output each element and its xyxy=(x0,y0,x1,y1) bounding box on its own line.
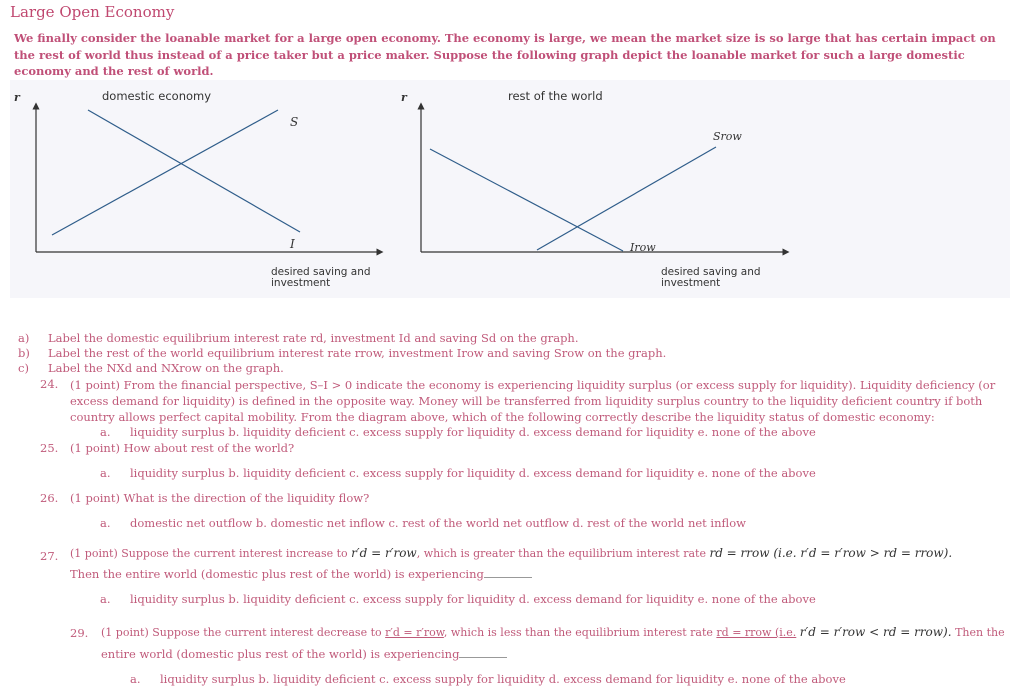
q29-text-a: (1 point) Suppose the current interest decrease to xyxy=(101,626,382,639)
left-graph-title: domestic economy xyxy=(102,89,212,103)
q27-text-a: (1 point) Suppose the current interest increase to xyxy=(70,547,348,560)
task-b-marker: b) xyxy=(18,346,30,360)
q29-line-1 xyxy=(101,625,1005,639)
q26-number: 26. xyxy=(40,491,59,505)
left-i-label: I xyxy=(290,237,295,251)
right-x-label-1: desired saving and xyxy=(661,266,761,278)
q27-math-a: r′d = r′row xyxy=(351,546,417,560)
left-s-curve xyxy=(52,110,278,235)
task-b-text: Label the rest of the world equilibrium interest rate rrow, investment Irow and saving Srow on the graph. xyxy=(48,346,667,360)
q27-number: 27. xyxy=(40,549,59,563)
q26-options: domestic net outflow b. domestic net inflow c. rest of the world net outflow d. rest of the world net inflow xyxy=(130,516,746,530)
left-x-label-2: investment xyxy=(271,277,331,289)
q25-option-marker: a. xyxy=(100,466,111,480)
q29-number: 29. xyxy=(70,626,89,640)
q29-math-b: r′d = r′row < rd = rrow). xyxy=(799,625,952,639)
q27-options: liquidity surplus b. liquidity deficient c. excess supply for liquidity d. excess demand for liquidity e. none of the above xyxy=(130,592,816,606)
loanable-market-graphs xyxy=(10,80,1010,298)
q29-text-d: entire world (domestic plus rest of the world) is experiencing xyxy=(101,647,460,661)
q25-options: liquidity surplus b. liquidity deficient c. excess supply for liquidity d. excess demand for liquidity e. none of the above xyxy=(130,466,816,480)
task-a-marker: a) xyxy=(18,331,30,345)
q27-text-b: , which is greater than the equilibrium interest rate xyxy=(416,547,706,560)
q29-line-2 xyxy=(101,647,507,661)
q26-option-marker: a. xyxy=(100,516,111,530)
right-i-label: Irow xyxy=(630,241,656,254)
q29-link-b: rd = rrow (i.e. xyxy=(716,626,797,639)
right-i-curve xyxy=(430,149,623,251)
right-x-label-2: investment xyxy=(661,277,721,289)
q24-options: liquidity surplus b. liquidity deficient c. excess supply for liquidity d. excess demand for liquidity e. none of the above xyxy=(130,425,816,439)
q27-line-1 xyxy=(70,546,952,560)
right-y-label: r xyxy=(401,91,407,104)
q24-number: 24. xyxy=(40,377,59,391)
q29-option-marker: a. xyxy=(130,672,141,686)
task-c-text: Label the NXd and NXrow on the graph. xyxy=(48,361,284,375)
q24-text: (1 point) From the financial perspective, S–I > 0 indicate the economy is experiencing liquidity surplus (or excess supply for liquidity). Liquidity deficiency (or excess demand for liquidity) is defined in the opposite way. Money will be transferred from liquidity surplus country to the liquidity deficient country if both country allows perfect capital mobility. From the diagram above, which of the following correctly describe the liquidity status of domestic economy: xyxy=(70,378,996,424)
right-graph-title: rest of the world xyxy=(508,89,603,103)
q25-text: (1 point) How about rest of the world? xyxy=(70,441,295,455)
q29-text-c: Then the xyxy=(955,626,1005,639)
q29-text-b: , which is less than the equilibrium interest rate xyxy=(443,626,713,639)
left-s-label: S xyxy=(290,115,299,129)
q25-number: 25. xyxy=(40,441,59,455)
left-y-label: r xyxy=(14,91,20,104)
q29-options: liquidity surplus b. liquidity deficient c. excess supply for liquidity d. excess demand for liquidity e. none of the above xyxy=(160,672,846,686)
right-s-label: Srow xyxy=(713,130,742,143)
task-a-text: Label the domestic equilibrium interest rate rd, investment Id and saving Sd on the graph. xyxy=(48,331,579,345)
right-s-curve xyxy=(537,147,716,250)
q27-option-marker: a. xyxy=(100,592,111,606)
graph-panel xyxy=(10,80,1010,298)
left-x-label-1: desired saving and xyxy=(271,266,371,278)
q24-option-marker: a. xyxy=(100,425,111,439)
intro-paragraph: We finally consider the loanable market for a large open economy. The economy is large, we mean the market size is so large that has certain impact on the rest of world thus instead of a price taker but a price maker. Suppose the following graph depict the loanable market for such a large domestic economy and the rest of world. xyxy=(14,31,996,78)
q27-math-b: rd = rrow (i.e. r′d = r′row > rd = rrow). xyxy=(709,546,953,560)
q26-text: (1 point) What is the direction of the liquidity flow? xyxy=(70,491,370,505)
page-title: Large Open Economy xyxy=(10,3,175,21)
q29-answer-blank xyxy=(459,648,507,658)
q27-line-2 xyxy=(70,567,532,581)
q29-link-a: r′d = r′row xyxy=(385,626,444,639)
left-i-curve xyxy=(88,110,300,232)
task-c-marker: c) xyxy=(18,361,29,375)
q27-text-c: Then the entire world (domestic plus rest of the world) is experiencing xyxy=(70,567,484,581)
q27-answer-blank xyxy=(484,568,532,578)
